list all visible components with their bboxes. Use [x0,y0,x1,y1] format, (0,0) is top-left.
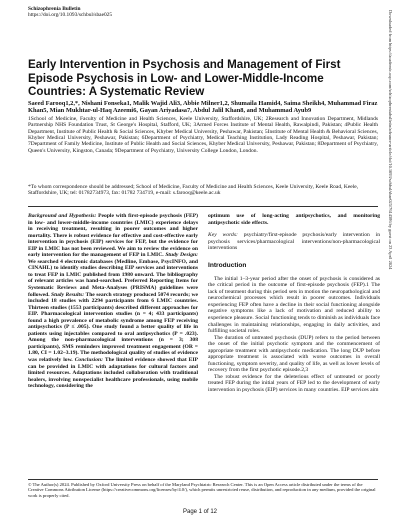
results-text: The search strategy produced 5074 records; we included 18 studies with 2294 participants from 6 LMIC countries. Thirteen studies (1553 participants) described different approaches for EIP. Pharmacological intervention studies (n = 4; 433 participants) found a high prevalence of metabolic syndrome among FEP receiving antipsychotics (P ≤ .005). One study found a better quality of life in patients using injectables compared to oral antipsychotics (P = .023). Among the non-pharmacological interventions (n = 3; 308 participants), SMS reminders improved treatment engagement (OR = 1.80, CI = 1.02–3.19). The methodological quality of studies of evidence was relatively low. [28,291,199,364]
journal-header [28,6,112,19]
correspondence-note: *To whom correspondence should be addressed; School of Medicine, Faculty of Medicine and Health Sciences, Keele University, Keele Road, Keele, Staffordshire, UK; tel: 01782734973, fax: 01782 734719, e-mail: s.farooq@keele.ac.uk [28,184,359,197]
design-text: We searched 4 electronic databases (Medline, Embase, PsycINFO, and CINAHL) to identify studies describing EIP services and interventions to treat FEP in LMIC published from 1980 onward. The bibliography of relevant articles was hand-searched. Preferred Reporting Items for Systematic Reviews and Meta-Analyses (PRISMA) guidelines were followed. [28,258,198,298]
divider-line [28,206,378,207]
keywords [208,232,380,252]
intro-paragraph-3: The robust evidence for the deleterious effect of untreated or poorly treated FEP during the initial years of FEP led to the development of early intervention in psychosis (EIP) services in many countries. EIP services aim [208,373,380,394]
intro-paragraph-1: The initial 1–3-year period after the onset of psychosis is considered as the critical period in the outcome of first-episode psychosis (FEP).1 The lack of treatment during this period sets in motion the neuropathological and neurochemical processes which result in poorer outcomes. Individuals experiencing FEP often have a decline in their social functioning alongside negative symptoms like a lack of motivation and reduced ability to experience pleasure. Social functioning tends to diminish as individuals face challenges in maintaining relationships, engaging in daily activities, and fulfilling societal roles. [208,275,380,335]
conclusion-end-text: optimum use of long-acting antipsychotics, and monitoring antipsychotic side effects. [208,213,380,226]
affiliations: 1School of Medicine, Faculty of Medicine and Health Sciences, Keele University, Staffordshire, UK; 2Research and Innovation Department, Midlands Partnership NHS Foundation Trust, St George's Hospital, Stafford, UK; 3Armed Forces Institute of Mental Health, Rawalpindi, Pakistan; 4Public Health Department, Institute of Public Health & Social Sciences, Khyber Medical University, Peshawar, Pakistan; 5Institute of Mental Health & Behavioral Sciences, Khyber Medical University, Peshawar, Pakistan; 6Department of Psychiatry, Medical Teaching Institution, Lady Reading Hospital, Peshawar, Pakistan; 7Department of Family Medicine, Institute of Public Health and Social Sciences, Khyber Medical University, Peshawar, Pakistan; 8Department of Psychiatry, Queen's University, Kingston, Canada; 9Department of Psychiatry, University College London, London. [28,116,378,154]
intro-paragraph-2: The duration of untreated psychosis (DUP) refers to the period between the onset of the initial psychotic symptom and the commencement of appropriate treatment with antipsychotic medication. The long DUP before appropriate treatment is associated with worse outcomes in overall functioning, symptom severity, and quality of life, as well as lower levels of recovery from the first psychotic episode.2,3 [208,334,380,374]
license-notice: © The Author(s) 2024. Published by Oxford University Press on behalf of the Maryland Psychiatric Research Center. This is an Open Access article distributed under the terms of the Creative Commons Attribution License (https://creativecommons.org/licenses/by/4.0/), which permits unrestricted reuse, distribution, and reproduction in any medium, provided the original work is properly cited. [28,482,376,498]
introduction-heading: Introduction [208,261,247,269]
conclusion-label: Conclusion: [74,357,103,364]
background-label: Background and Hypothesis: [28,213,97,219]
page-number: Page 1 of 12 [182,509,218,515]
introduction-body [208,276,380,394]
keywords-text: psychiatry/first-episode psychosis/early intervention in psychosis services/pharmacological interventions/non-pharmacological interventions [208,232,380,252]
download-note-text: Downloaded from https://academic.oup.com/schizophreniabulletin/advance-article/doi/10.1093/schbul/sbae025/7614386 by guest on 23 April 2024 [388,10,393,270]
journal-name: Schizophrenia Bulletin [28,6,81,12]
right-column [208,213,380,394]
footer-divider [28,479,378,480]
keywords-label: Key words: [208,232,238,239]
download-side-note [383,10,393,510]
abstract-column [28,213,198,390]
background-text: People with first-episode psychosis (FEP) in low- and lower-middle-income countries (LMIC) experience delays in receiving treatment, resulting in poorer outcomes and higher mortality. There is robust evidence for effective and cost-effective early intervention in psychosis (EIP) services for FEP, but the evidence for EIP in LMIC has not been reviewed. We aim to review the evidence on early intervention for the management of FEP in LMIC. [28,213,199,259]
article-title: Early Intervention in Psychosis and Management of First Episode Psychosis in Low- and Lower-Middle-Income Countries: A Systematic Review [28,58,341,99]
conclusion-text: The limited evidence showed that EIP can be provided in LMIC with adaptations for cultural factors and limited resources. Adaptations included collaboration with traditional healers, involving nonspecialist healthcare professionals, using mobile technology, considering the [28,357,198,390]
design-label: Study Design: [165,252,199,259]
journal-doi[interactable]: https://doi.org/10.1093/schbul/sbae025 [28,12,113,19]
results-label: Study Results: [51,291,85,298]
author-list: Saeed Farooq1,2,*, Nishani Fonseka1, Malik Wajid Ali3, Abbie Milner1,2, Shumaila Hamid4, Saima Sheikh4, Muhammad Firaz Khan5, Mian Mukhtar-ul-Haq Azeemi6, Gayan Ariyadasa7, Abdul Jalil Khan8, and Muhammad Ayub9 [28,100,378,115]
